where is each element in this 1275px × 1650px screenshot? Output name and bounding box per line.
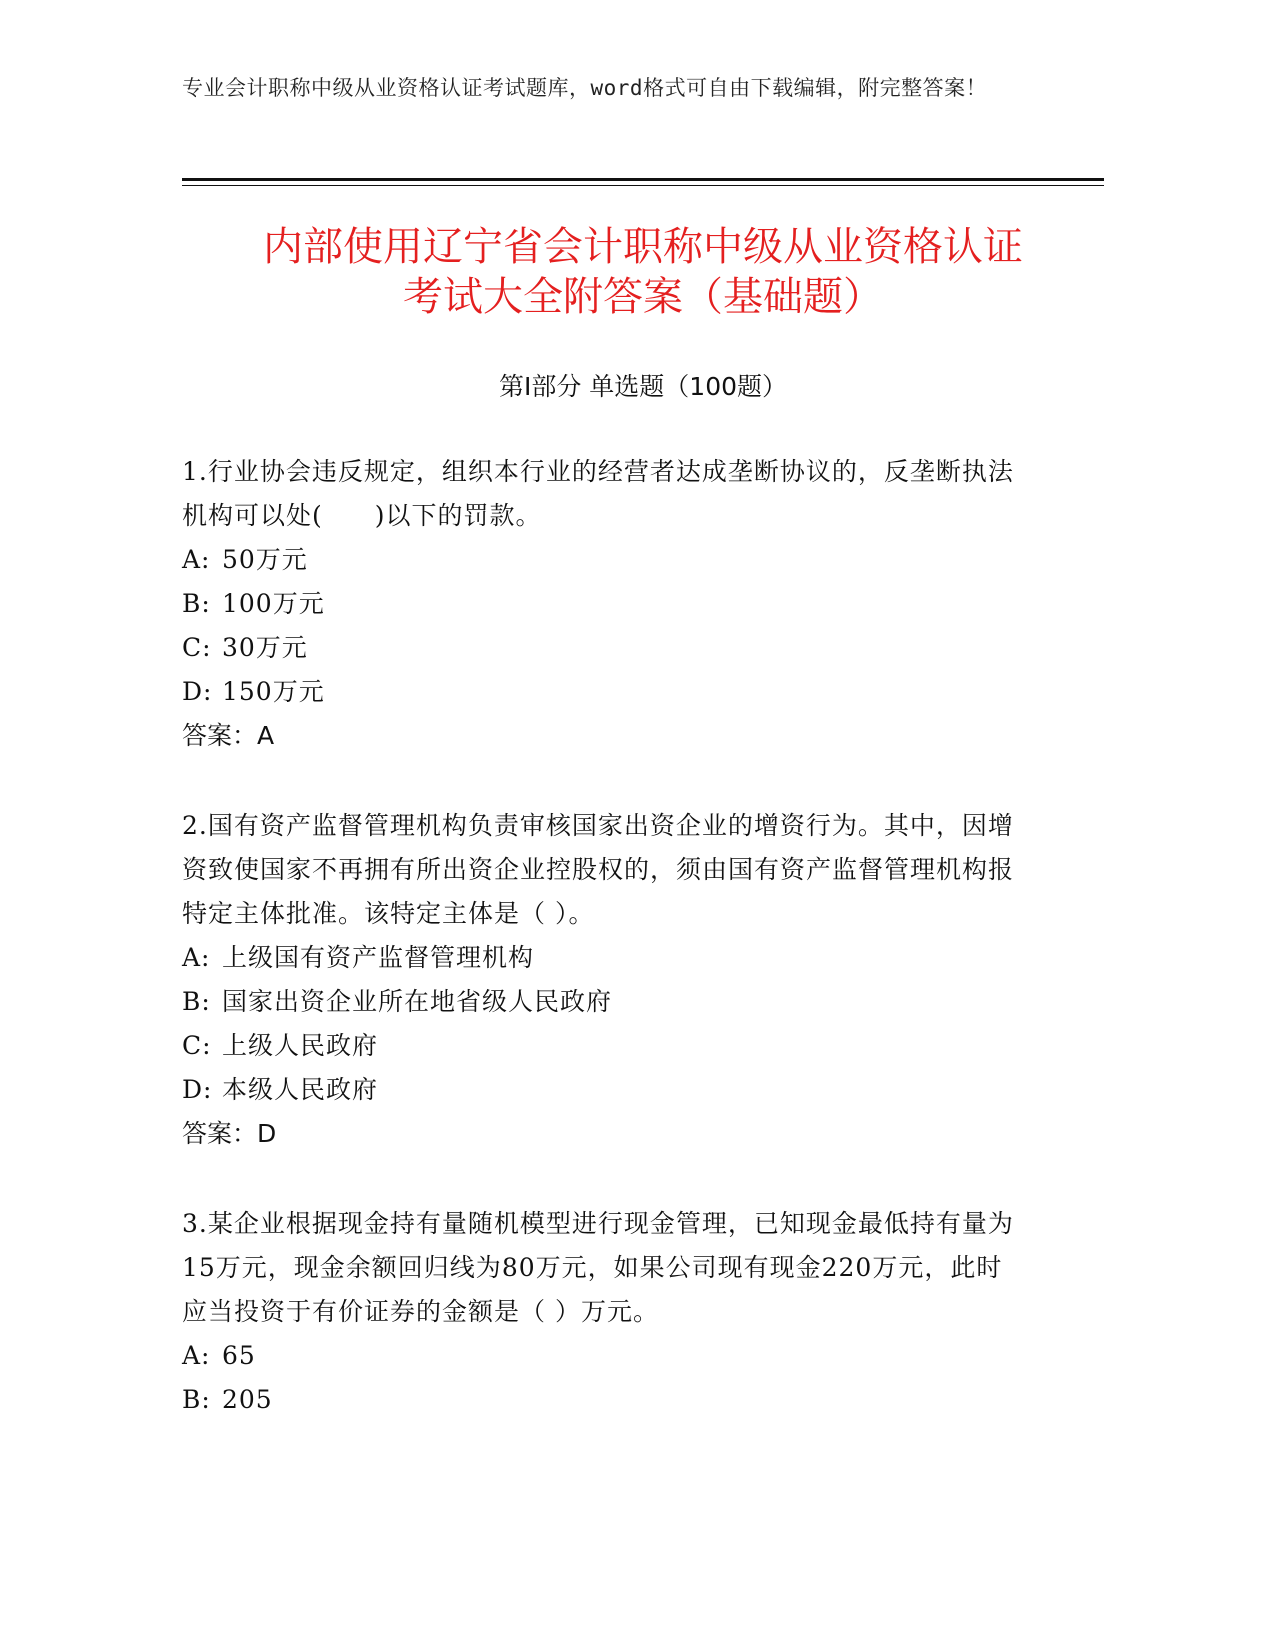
option-text: 国家出资企业所在地省级人民政府 [222, 987, 613, 1016]
answer-label: 答案： [182, 1119, 258, 1148]
document-title [182, 222, 1104, 322]
option-letter: C: [182, 633, 212, 662]
option-a [182, 538, 1022, 582]
option-d [182, 670, 1022, 714]
option-c [182, 626, 1022, 670]
answer-value: A [257, 721, 275, 750]
option-text: 100万元 [222, 589, 325, 618]
option-letter: C: [182, 1031, 212, 1060]
option-b [182, 1378, 1022, 1422]
option-letter: D: [182, 677, 213, 706]
option-text: 65 [222, 1341, 256, 1370]
document-title-line2: 考试大全附答案（基础题） [403, 274, 883, 320]
header-rule-thin [182, 185, 1104, 186]
document-title-line1: 内部使用辽宁省会计职称中级从业资格认证 [263, 224, 1023, 270]
option-letter: A: [182, 545, 211, 574]
option-letter: B: [182, 1385, 211, 1414]
option-text: 上级国有资产监督管理机构 [222, 943, 535, 972]
option-letter: A: [182, 1341, 211, 1370]
question-2 [182, 804, 1022, 1156]
answer-line [182, 1112, 1022, 1156]
option-letter: A: [182, 943, 211, 972]
option-letter: D: [182, 1075, 213, 1104]
question-1 [182, 450, 1022, 758]
option-a [182, 936, 1022, 980]
option-a [182, 1334, 1022, 1378]
header-note: 专业会计职称中级从业资格认证考试题库，word格式可自由下载编辑，附完整答案！ [182, 76, 988, 100]
option-text: 30万元 [222, 633, 308, 662]
option-letter: B: [182, 589, 211, 618]
question-3 [182, 1202, 1022, 1422]
option-b [182, 582, 1022, 626]
option-text: 50万元 [222, 545, 308, 574]
option-d [182, 1068, 1022, 1112]
option-text: 150万元 [222, 677, 325, 706]
question-stem: 1.行业协会违反规定，组织本行业的经营者达成垄断协议的，反垄断执法机构可以处( )以下的罚款。 [182, 457, 1014, 530]
answer-label: 答案： [182, 721, 258, 750]
answer-value: D [257, 1119, 277, 1148]
header-rule-thick [182, 178, 1104, 181]
question-stem: 3.某企业根据现金持有量随机模型进行现金管理，已知现金最低持有量为15万元，现金余额回归线为80万元，如果公司现有现金220万元，此时应当投资于有价证券的金额是（ ）万元。 [182, 1209, 1014, 1326]
option-text: 上级人民政府 [222, 1031, 379, 1060]
question-list [182, 450, 1022, 1468]
answer-line [182, 714, 1022, 758]
question-stem: 2.国有资产监督管理机构负责审核国家出资企业的增资行为。其中，因增资致使国家不再拥有所出资企业控股权的，须由国有资产监督管理机构报特定主体批准。该特定主体是（ ）。 [182, 811, 1015, 928]
option-letter: B: [182, 987, 211, 1016]
option-b [182, 980, 1022, 1024]
option-text: 本级人民政府 [222, 1075, 379, 1104]
option-c [182, 1024, 1022, 1068]
option-text: 205 [222, 1385, 273, 1414]
section-title: 第Ⅰ部分 单选题（100题） [498, 372, 788, 401]
